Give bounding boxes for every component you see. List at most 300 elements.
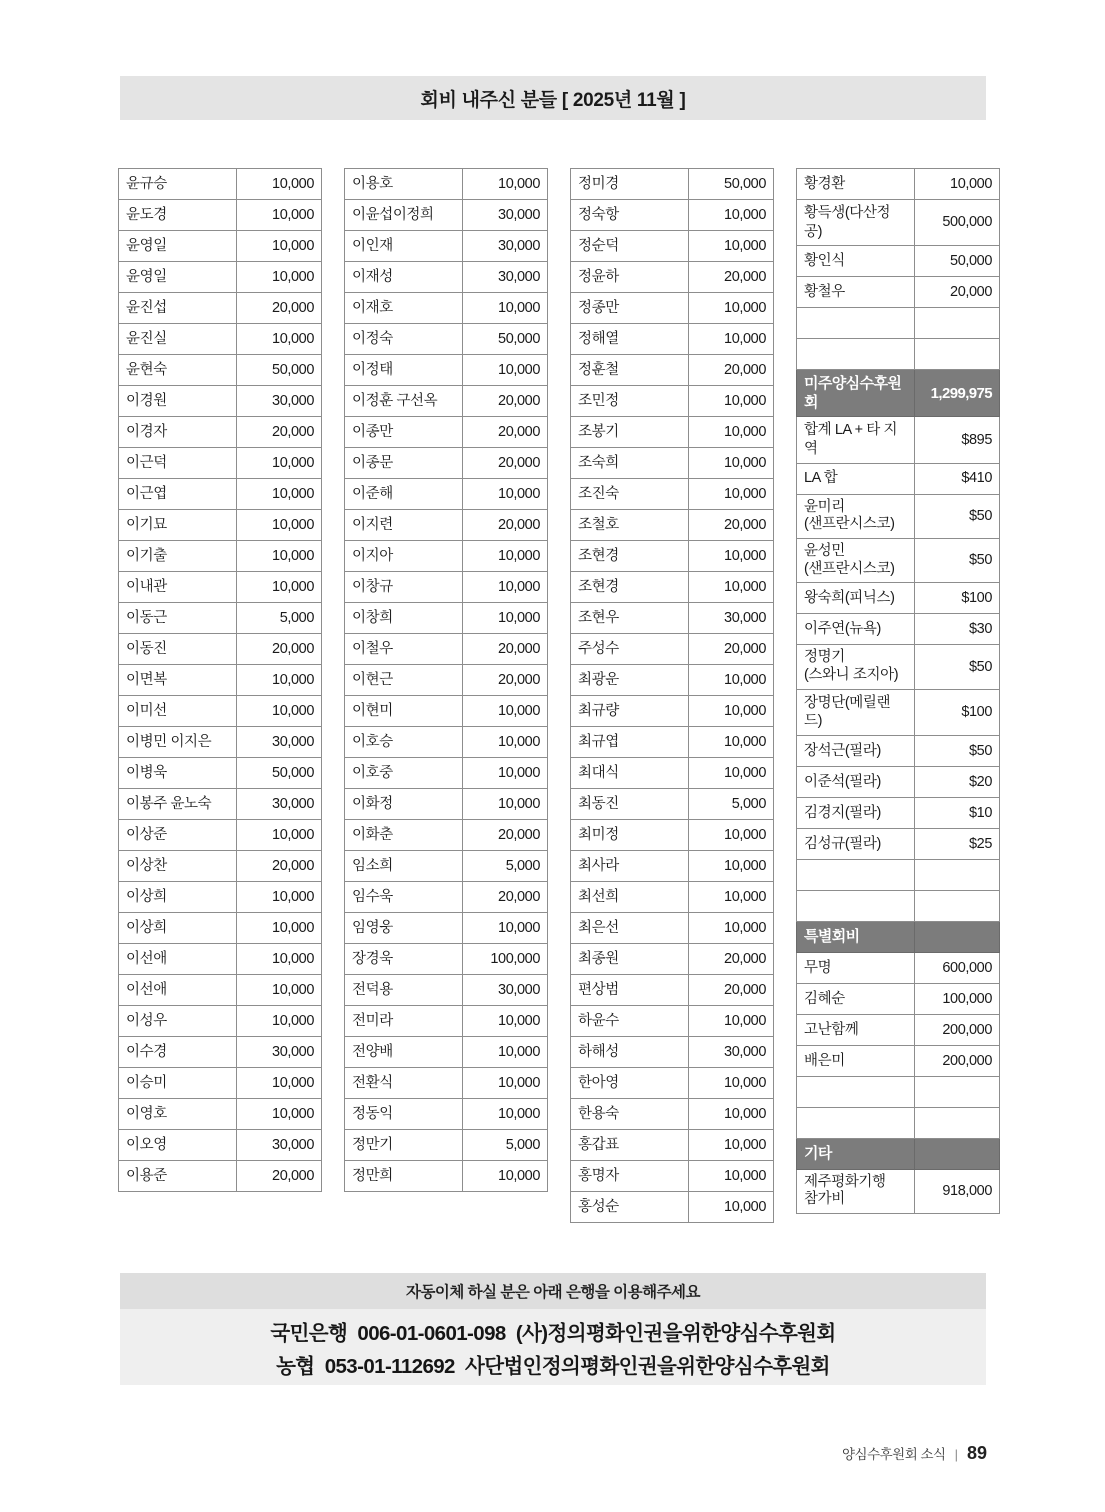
donation-amount: 10,000 <box>688 1130 773 1161</box>
bank-info-heading: 자동이체 하실 분은 아래 은행을 이용해주세요 <box>405 1284 701 1301</box>
donation-amount: 5,000 <box>688 789 773 820</box>
donation-amount: 10,000 <box>462 727 547 758</box>
table-row <box>345 634 548 665</box>
donation-amount: 20,000 <box>688 355 773 386</box>
table-row <box>119 355 322 386</box>
donor-name: 정만희 <box>345 1161 463 1192</box>
donor-name: 이상희 <box>119 913 237 944</box>
donor-name: 이종문 <box>345 448 463 479</box>
donor-name: 김혜순 <box>797 983 915 1014</box>
table-row <box>797 735 1000 766</box>
table-row <box>119 1130 322 1161</box>
donation-amount: 20,000 <box>462 665 547 696</box>
table-row <box>345 324 548 355</box>
donation-amount: 10,000 <box>462 789 547 820</box>
donation-table <box>344 168 548 1192</box>
donation-amount: 20,000 <box>688 510 773 541</box>
donation-amount: 10,000 <box>236 944 321 975</box>
donor-name: 홍갑표 <box>571 1130 689 1161</box>
donor-name: 이정숙 <box>345 324 463 355</box>
table-row <box>119 1068 322 1099</box>
donation-amount: 50,000 <box>236 355 321 386</box>
table-row <box>571 231 774 262</box>
table-row <box>571 448 774 479</box>
donation-amount: 10,000 <box>688 200 773 231</box>
donor-name: 이선애 <box>119 944 237 975</box>
table-row <box>797 277 1000 308</box>
donor-name: 윤도경 <box>119 200 237 231</box>
table-row <box>345 448 548 479</box>
donation-amount: $50 <box>914 538 999 582</box>
table-row <box>797 583 1000 614</box>
table-row <box>119 200 322 231</box>
table-row <box>345 758 548 789</box>
donor-name: 최미정 <box>571 820 689 851</box>
donation-amount <box>914 339 999 370</box>
table-row <box>119 1099 322 1130</box>
donor-name: 정동익 <box>345 1099 463 1130</box>
donation-amount: 10,000 <box>688 851 773 882</box>
donor-name: 이기출 <box>119 541 237 572</box>
table-row <box>797 169 1000 200</box>
donor-name: 무명 <box>797 952 915 983</box>
donor-name: 이미선 <box>119 696 237 727</box>
bank-account-line-2: 농협 053-01-112692 사단법인정의평화인권을위한양심수후원회 <box>276 1354 830 1378</box>
table-row <box>119 448 322 479</box>
donation-amount: 20,000 <box>688 975 773 1006</box>
table-row <box>797 797 1000 828</box>
donation-table <box>796 168 1000 1214</box>
table-row <box>119 882 322 913</box>
donor-name: 윤규승 <box>119 169 237 200</box>
donation-amount: $895 <box>914 417 999 463</box>
donor-name: 정순덕 <box>571 231 689 262</box>
donor-name: 윤현숙 <box>119 355 237 386</box>
table-row <box>571 789 774 820</box>
donation-amount: 10,000 <box>462 1006 547 1037</box>
page-number: 89 <box>966 1443 987 1463</box>
bank-info-body <box>120 1309 986 1385</box>
table-row <box>345 944 548 975</box>
donation-amount: 10,000 <box>462 479 547 510</box>
donor-name: 한용숙 <box>571 1099 689 1130</box>
table-row <box>797 538 1000 582</box>
table-row <box>345 820 548 851</box>
donation-column <box>118 168 322 1223</box>
donation-amount: 20,000 <box>236 634 321 665</box>
donor-name: 이면복 <box>119 665 237 696</box>
bank-info-heading-bar <box>120 1273 986 1309</box>
donation-amount: 500,000 <box>914 200 999 246</box>
donor-name: 최사라 <box>571 851 689 882</box>
donation-amount: $30 <box>914 614 999 645</box>
table-row <box>119 169 322 200</box>
donation-amount: $100 <box>914 583 999 614</box>
donation-amount: 918,000 <box>914 1169 999 1213</box>
donor-name: 조철호 <box>571 510 689 541</box>
donation-amount: 10,000 <box>236 200 321 231</box>
spacer-row <box>797 890 1000 921</box>
donor-name: 이오영 <box>119 1130 237 1161</box>
donor-name: 윤영일 <box>119 231 237 262</box>
donation-amount: 30,000 <box>688 603 773 634</box>
donor-name: 고난함께 <box>797 1014 915 1045</box>
donation-amount: 10,000 <box>236 820 321 851</box>
donor-name: 이상찬 <box>119 851 237 882</box>
donor-name: 이창희 <box>345 603 463 634</box>
donor-name: 이정태 <box>345 355 463 386</box>
donor-name: 전미라 <box>345 1006 463 1037</box>
donation-amount <box>914 308 999 339</box>
donor-name: LA 합 <box>797 463 915 494</box>
donation-amount: 10,000 <box>688 231 773 262</box>
donation-amount: 10,000 <box>462 1099 547 1130</box>
donation-amount: 20,000 <box>462 448 547 479</box>
donor-name: 윤진섭 <box>119 293 237 324</box>
donor-name: 이종만 <box>345 417 463 448</box>
donation-amount <box>914 1107 999 1138</box>
donation-amount: $50 <box>914 735 999 766</box>
table-row <box>571 510 774 541</box>
donor-name: 이지련 <box>345 510 463 541</box>
table-row <box>571 541 774 572</box>
table-row <box>797 463 1000 494</box>
table-row <box>119 417 322 448</box>
donor-name <box>797 308 915 339</box>
table-row <box>119 510 322 541</box>
donor-name: 전덕용 <box>345 975 463 1006</box>
donor-name: 이근덕 <box>119 448 237 479</box>
donation-amount: 100,000 <box>462 944 547 975</box>
donation-amount: 10,000 <box>688 1068 773 1099</box>
donation-amount: 10,000 <box>236 479 321 510</box>
table-row <box>345 975 548 1006</box>
bank-account-line-1: 국민은행 006-01-0601-098 (사)정의평화인권을위한양심수후원회 <box>270 1321 836 1345</box>
donor-name: 조진숙 <box>571 479 689 510</box>
donor-name: 이영호 <box>119 1099 237 1130</box>
table-row <box>571 169 774 200</box>
donor-name: 편상범 <box>571 975 689 1006</box>
donation-amount: 20,000 <box>236 417 321 448</box>
donor-name: 최규량 <box>571 696 689 727</box>
donor-name: 윤성민 (샌프란시스코) <box>797 538 915 582</box>
table-row <box>797 246 1000 277</box>
donation-amount: 10,000 <box>236 913 321 944</box>
table-row <box>797 828 1000 859</box>
donor-name: 이근엽 <box>119 479 237 510</box>
table-row <box>345 386 548 417</box>
donation-amount: 10,000 <box>236 665 321 696</box>
table-row <box>797 614 1000 645</box>
donation-amount: 30,000 <box>236 1037 321 1068</box>
donation-column <box>570 168 774 1223</box>
donation-amount: 10,000 <box>914 169 999 200</box>
donor-name: 이호승 <box>345 727 463 758</box>
table-row <box>571 479 774 510</box>
donor-name: 황득생(다산정공) <box>797 200 915 246</box>
donor-name: 이준해 <box>345 479 463 510</box>
donor-name: 이상준 <box>119 820 237 851</box>
donation-amount <box>914 1076 999 1107</box>
table-row <box>345 603 548 634</box>
donation-table <box>570 168 774 1223</box>
donation-amount: 10,000 <box>236 262 321 293</box>
table-row <box>345 572 548 603</box>
donor-name: 이봉주 윤노숙 <box>119 789 237 820</box>
donation-amount: 30,000 <box>462 200 547 231</box>
table-row <box>345 1130 548 1161</box>
table-row <box>119 789 322 820</box>
table-row <box>571 944 774 975</box>
table-row <box>119 851 322 882</box>
donor-name: 주성수 <box>571 634 689 665</box>
donor-name: 조현우 <box>571 603 689 634</box>
donor-name: 윤미리 (샌프란시스코) <box>797 494 915 538</box>
donor-name: 정만기 <box>345 1130 463 1161</box>
donor-name: 전양배 <box>345 1037 463 1068</box>
donation-amount: 50,000 <box>688 169 773 200</box>
donor-name: 배은미 <box>797 1045 915 1076</box>
donation-amount: 200,000 <box>914 1014 999 1045</box>
table-row <box>119 696 322 727</box>
table-row <box>345 510 548 541</box>
donor-name: 이상희 <box>119 882 237 913</box>
donor-name: 정훈철 <box>571 355 689 386</box>
donor-name: 최규엽 <box>571 727 689 758</box>
donation-amount: 10,000 <box>688 293 773 324</box>
donation-amount: 10,000 <box>462 1037 547 1068</box>
donation-amount: $20 <box>914 766 999 797</box>
donation-amount: 10,000 <box>688 1099 773 1130</box>
donation-amount: $410 <box>914 463 999 494</box>
donation-amount: 20,000 <box>688 944 773 975</box>
donation-amount: 30,000 <box>462 262 547 293</box>
donor-name: 이창규 <box>345 572 463 603</box>
table-row <box>571 634 774 665</box>
donation-amount: 10,000 <box>236 541 321 572</box>
donor-name: 이병욱 <box>119 758 237 789</box>
donation-amount: 50,000 <box>236 758 321 789</box>
table-row <box>797 1045 1000 1076</box>
donation-amount: 10,000 <box>462 1068 547 1099</box>
donation-amount: 30,000 <box>688 1037 773 1068</box>
donor-name: 이주연(뉴욕) <box>797 614 915 645</box>
spacer-row <box>797 859 1000 890</box>
donor-name: 임소희 <box>345 851 463 882</box>
donation-amount: 10,000 <box>462 355 547 386</box>
table-row <box>571 1068 774 1099</box>
table-row <box>119 262 322 293</box>
table-row <box>345 789 548 820</box>
donor-name: 왕숙희(피닉스) <box>797 583 915 614</box>
table-row <box>119 293 322 324</box>
section-header-row <box>797 1138 1000 1169</box>
table-row <box>571 913 774 944</box>
donation-amount: 10,000 <box>688 882 773 913</box>
table-row <box>797 494 1000 538</box>
donor-name: 이경원 <box>119 386 237 417</box>
donor-name: 이재호 <box>345 293 463 324</box>
donor-name: 최대식 <box>571 758 689 789</box>
table-row <box>571 572 774 603</box>
donor-name: 윤진실 <box>119 324 237 355</box>
donor-name: 이수경 <box>119 1037 237 1068</box>
table-row <box>571 1037 774 1068</box>
donation-amount: 30,000 <box>462 975 547 1006</box>
donation-amount: 10,000 <box>236 324 321 355</box>
table-row <box>571 417 774 448</box>
donation-amount: 10,000 <box>236 231 321 262</box>
donation-amount: 10,000 <box>688 572 773 603</box>
donor-name: 정윤하 <box>571 262 689 293</box>
donation-amount: 10,000 <box>462 603 547 634</box>
donor-name: 김성규(필라) <box>797 828 915 859</box>
donor-name: 임수욱 <box>345 882 463 913</box>
donation-amount: 600,000 <box>914 952 999 983</box>
table-row <box>119 231 322 262</box>
donation-amount: 10,000 <box>462 913 547 944</box>
donor-name: 정해열 <box>571 324 689 355</box>
table-row <box>119 386 322 417</box>
donation-amount: 10,000 <box>236 510 321 541</box>
table-row <box>345 1006 548 1037</box>
table-row <box>345 851 548 882</box>
donation-amount: 10,000 <box>236 696 321 727</box>
table-row <box>571 727 774 758</box>
table-row <box>345 913 548 944</box>
donor-name: 이인재 <box>345 231 463 262</box>
table-row <box>119 479 322 510</box>
donor-name: 최광운 <box>571 665 689 696</box>
donation-amount: 10,000 <box>688 541 773 572</box>
table-row <box>119 541 322 572</box>
donation-amount: 10,000 <box>688 324 773 355</box>
donor-name: 정명기 (스와니 조지아) <box>797 645 915 689</box>
donor-name: 윤영일 <box>119 262 237 293</box>
table-row <box>571 1099 774 1130</box>
donor-name: 이동근 <box>119 603 237 634</box>
donor-name: 정미경 <box>571 169 689 200</box>
table-row <box>571 324 774 355</box>
table-row <box>571 758 774 789</box>
donor-name: 조현경 <box>571 541 689 572</box>
table-row <box>119 1037 322 1068</box>
donation-amount: 20,000 <box>914 277 999 308</box>
donor-name: 하해성 <box>571 1037 689 1068</box>
donation-amount: 20,000 <box>462 417 547 448</box>
section-total <box>914 1138 999 1169</box>
donation-amount: 10,000 <box>688 386 773 417</box>
table-row <box>345 727 548 758</box>
donation-amount: 20,000 <box>462 634 547 665</box>
donation-column <box>344 168 548 1223</box>
table-row <box>571 851 774 882</box>
donor-name: 이선애 <box>119 975 237 1006</box>
donor-name: 조현경 <box>571 572 689 603</box>
spacer-row <box>797 308 1000 339</box>
table-row <box>797 417 1000 463</box>
donor-name: 제주평화기행 참가비 <box>797 1169 915 1213</box>
donor-name: 조숙희 <box>571 448 689 479</box>
donor-name: 최선희 <box>571 882 689 913</box>
donor-name: 이병민 이지은 <box>119 727 237 758</box>
donor-name: 김경지(필라) <box>797 797 915 828</box>
donation-amount: 20,000 <box>462 510 547 541</box>
section-title: 기타 <box>797 1138 915 1169</box>
table-row <box>119 1006 322 1037</box>
donor-name: 이현근 <box>345 665 463 696</box>
donor-name: 조민정 <box>571 386 689 417</box>
donor-name: 전환식 <box>345 1068 463 1099</box>
donation-amount: 20,000 <box>688 262 773 293</box>
table-row <box>797 1014 1000 1045</box>
donor-name: 정종만 <box>571 293 689 324</box>
donation-amount: 10,000 <box>688 417 773 448</box>
table-row <box>571 293 774 324</box>
table-row <box>345 1068 548 1099</box>
donation-amount: 10,000 <box>688 913 773 944</box>
table-row <box>345 417 548 448</box>
table-row <box>571 1161 774 1192</box>
donation-amount: 30,000 <box>236 1130 321 1161</box>
donor-name: 황인식 <box>797 246 915 277</box>
donor-name: 합계 LA + 타 지역 <box>797 417 915 463</box>
donor-name: 이성우 <box>119 1006 237 1037</box>
section-title: 특별회비 <box>797 921 915 952</box>
donation-amount: 10,000 <box>462 293 547 324</box>
donation-amount: 10,000 <box>688 1006 773 1037</box>
donation-amount: 20,000 <box>462 386 547 417</box>
table-row <box>119 324 322 355</box>
donation-amount: 10,000 <box>462 169 547 200</box>
donor-name: 조봉기 <box>571 417 689 448</box>
table-row <box>571 665 774 696</box>
donation-amount: 10,000 <box>236 882 321 913</box>
donation-amount: 200,000 <box>914 1045 999 1076</box>
table-row <box>571 200 774 231</box>
donation-amount: 10,000 <box>462 696 547 727</box>
table-row <box>345 1161 548 1192</box>
donation-table <box>118 168 322 1192</box>
table-row <box>119 603 322 634</box>
donation-amount: 10,000 <box>462 541 547 572</box>
table-row <box>345 169 548 200</box>
donation-amount: 5,000 <box>462 1130 547 1161</box>
table-row <box>571 1006 774 1037</box>
donation-amount: 10,000 <box>688 1161 773 1192</box>
table-row <box>345 696 548 727</box>
section-total <box>914 921 999 952</box>
donor-name: 장경욱 <box>345 944 463 975</box>
section-title: 미주양심수후원회 <box>797 370 915 417</box>
donor-name: 최은선 <box>571 913 689 944</box>
table-row <box>345 262 548 293</box>
table-row <box>119 1161 322 1192</box>
section-header-row <box>797 921 1000 952</box>
section-total: 1,299,975 <box>914 370 999 417</box>
donor-name: 이동진 <box>119 634 237 665</box>
table-row <box>571 1130 774 1161</box>
table-row <box>119 727 322 758</box>
donation-amount: 10,000 <box>236 572 321 603</box>
donor-name: 이용호 <box>345 169 463 200</box>
donation-amount: 20,000 <box>236 293 321 324</box>
donor-name: 이화춘 <box>345 820 463 851</box>
donation-amount: 30,000 <box>236 727 321 758</box>
table-row <box>119 634 322 665</box>
table-row <box>571 386 774 417</box>
table-row <box>797 983 1000 1014</box>
